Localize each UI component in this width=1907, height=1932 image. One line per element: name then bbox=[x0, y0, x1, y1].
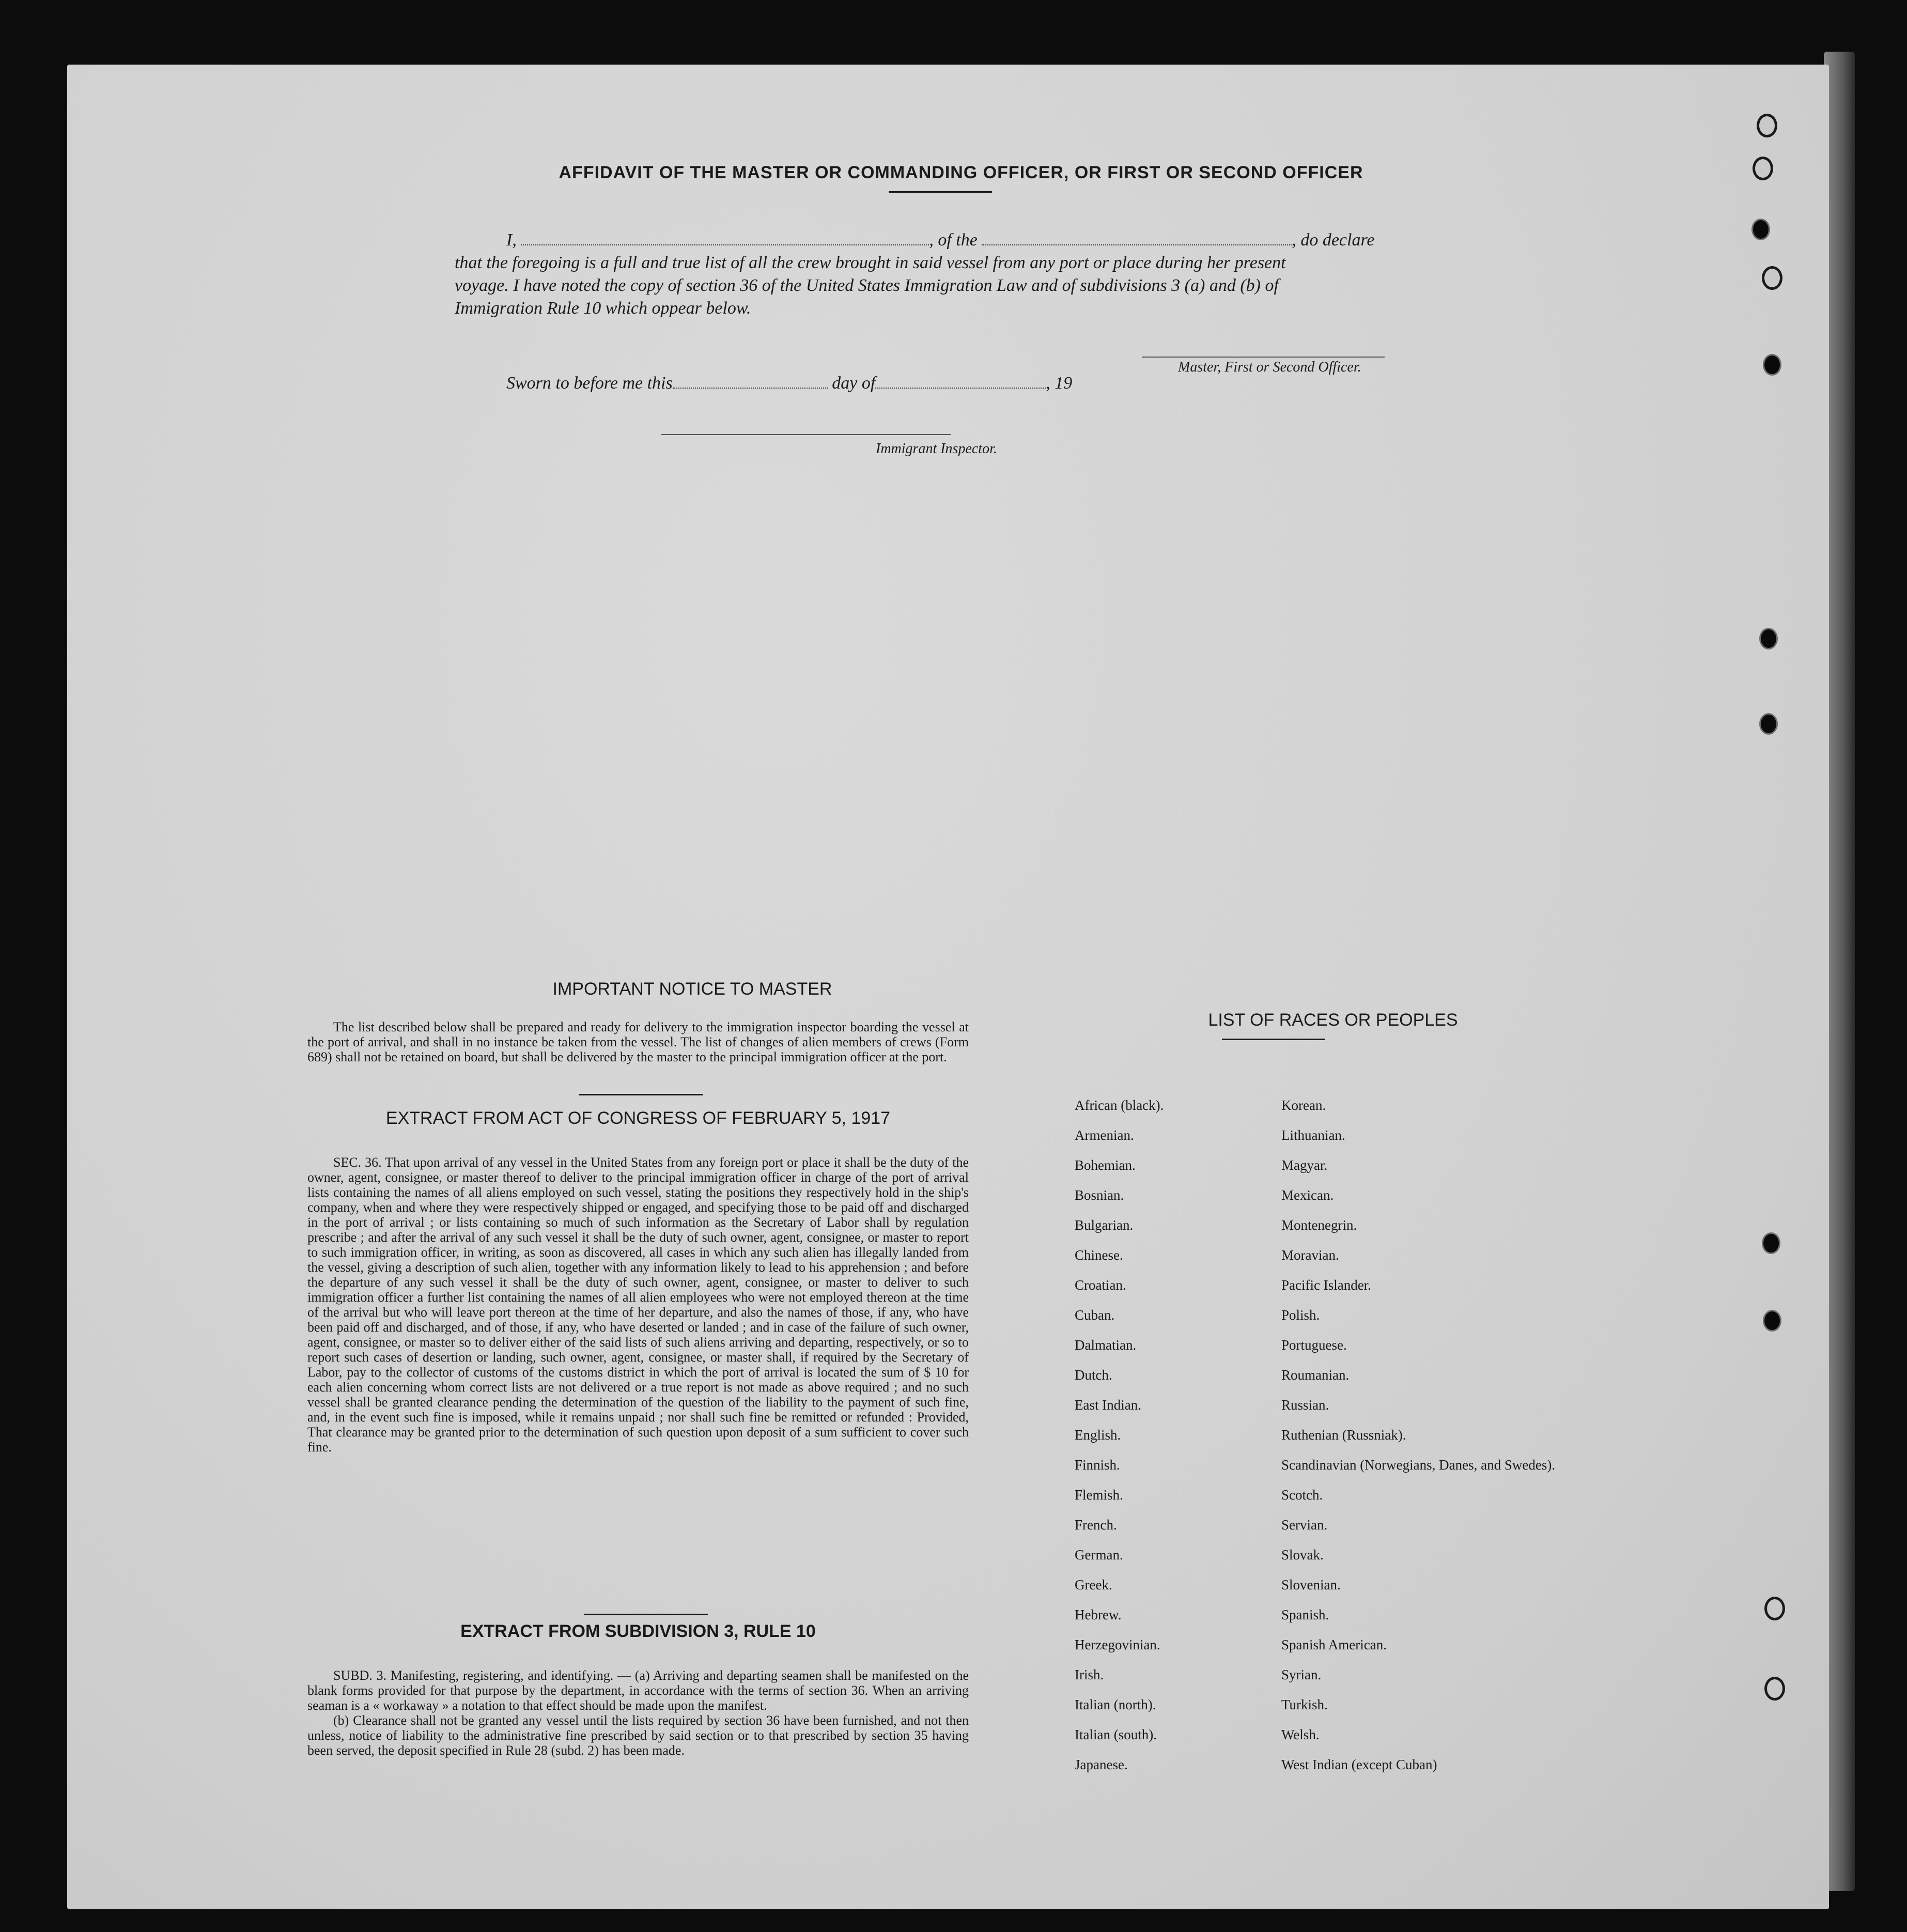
binder-hole bbox=[1757, 114, 1777, 137]
day-blank[interactable] bbox=[673, 376, 828, 389]
race-item: Bohemian. bbox=[1075, 1157, 1136, 1173]
race-item: Croatian. bbox=[1075, 1277, 1126, 1293]
race-item: German. bbox=[1075, 1547, 1123, 1563]
title-rule bbox=[889, 191, 992, 193]
race-item: French. bbox=[1075, 1517, 1117, 1533]
race-item: Roumanian. bbox=[1281, 1367, 1350, 1383]
binder-hole bbox=[1764, 1677, 1785, 1701]
race-item: Chinese. bbox=[1075, 1247, 1123, 1263]
race-item: Japanese. bbox=[1075, 1757, 1128, 1772]
binder-hole bbox=[1753, 157, 1773, 180]
inspector-signature-label: Immigrant Inspector. bbox=[876, 441, 997, 457]
race-item: Italian (south). bbox=[1075, 1727, 1157, 1742]
race-item: Magyar. bbox=[1281, 1157, 1328, 1173]
race-item: Bosnian. bbox=[1075, 1187, 1124, 1203]
race-item: English. bbox=[1075, 1427, 1121, 1443]
notice-text bbox=[307, 1019, 969, 1064]
race-item: East Indian. bbox=[1075, 1397, 1141, 1413]
race-item: Polish. bbox=[1281, 1307, 1320, 1323]
document-page bbox=[67, 65, 1829, 1909]
race-item: Armenian. bbox=[1075, 1127, 1134, 1143]
notice-title: IMPORTANT NOTICE TO MASTER bbox=[552, 979, 832, 999]
sworn-line bbox=[506, 372, 1178, 395]
notice-paragraph: The list described below shall be prepared and ready for delivery to the immigration inspector boarding the vessel at the port of arrival, and shall in no instance be taken from the vessel. The list of changes of alien members of crews (Form 689) shall not be retained on board, but shall be delivered by the master to the principal immigration officer at the port. bbox=[307, 1019, 969, 1064]
race-item: Servian. bbox=[1281, 1517, 1328, 1533]
act-title: EXTRACT FROM ACT OF CONGRESS OF FEBRUARY 5, 1917 bbox=[385, 1108, 891, 1128]
binder-hole bbox=[1763, 1310, 1781, 1332]
race-item: African (black). bbox=[1075, 1098, 1164, 1113]
act-paragraph: SEC. 36. That upon arrival of any vessel in the United States from any foreign port or place it shall be the duty of the owner, agent, consignee, or master thereof to deliver to the principal immigration officer in charge of the port of arrival lists containing the names of all aliens employed on such vessel, stating the positions they respectively hold in the ship's company, when and where they were respectively shipped or engaged, and specifying those to be paid off and discharged in the port of arrival ; or lists containing so much of such information as the Secretary of Labor shall by regulation prescribe ; and after the arrival of any such vessel it shall be the duty of such owner, agent, consignee, or master to report to such immigration officer, in writing, as soon as discovered, all cases in which any such alien has illegally landed from the vessel, giving a description of such alien, together with any information likely to lead to his apprehension ; and before the departure of any such vessel it shall be the duty of such owner, agent, consignee, or master to deliver to such immigration officer a further list containing the names of all alien employees who were not employed thereon at the time of the arrival but who will leave port thereon at the time of her departure, and also the names of those, if any, who have been paid off and discharged, and of those, if any, who have deserted or landed ; and in case of the failure of such owner, agent, consignee, or master so to deliver either of the said lists of such aliens arriving and departing, respectively, or so to report such cases of desertion or landing, such owner, agent, consignee, or master shall, if required by the Secretary of Labor, pay to the collector of customs of the customs district in which the port of arrival is located the sum of $ 10 for each alien concerning whom correct lists are not delivered or a true report is not made as above required ; and no such vessel shall be granted clearance pending the determination of the question of the liability to the payment of such fine, and, in the event such fine is imposed, while it remains unpaid ; nor shall such fine be remitted or refunded : Provided, That clearance may be granted prior to the determination of such question upon deposit of a sum sufficient to cover such fine. bbox=[307, 1155, 969, 1455]
name-blank[interactable] bbox=[521, 233, 929, 245]
race-item: Cuban. bbox=[1075, 1307, 1115, 1323]
master-signature-line[interactable] bbox=[1142, 357, 1385, 358]
day-of-text: day of bbox=[832, 374, 876, 393]
race-item: Portuguese. bbox=[1281, 1337, 1347, 1353]
binder-hole bbox=[1751, 219, 1770, 240]
inspector-signature-line[interactable] bbox=[661, 434, 951, 435]
race-item: Dutch. bbox=[1075, 1367, 1112, 1383]
race-item: Spanish. bbox=[1281, 1607, 1329, 1622]
affidavit-i: I, bbox=[506, 230, 517, 250]
races-rule bbox=[1222, 1039, 1325, 1040]
binder-hole bbox=[1764, 1597, 1785, 1620]
race-item: Russian. bbox=[1281, 1397, 1329, 1413]
month-blank[interactable] bbox=[875, 376, 1046, 389]
race-item: Korean. bbox=[1281, 1098, 1326, 1113]
race-item: Lithuanian. bbox=[1281, 1127, 1345, 1143]
rule-paragraph-a: SUBD. 3. Manifesting, registering, and identifying. — (a) Arriving and departing seamen shall be manifested on the blank forms provided for that purpose by the department, in accordance with the terms of section 36. When an arriving seaman is a « workaway » a notation to that effect should be made upon the manifest. bbox=[307, 1668, 969, 1713]
race-item: Slovenian. bbox=[1281, 1577, 1341, 1593]
rule-paragraph-b: (b) Clearance shall not be granted any vessel until the lists required by section 36 have been furnished, and not then unless, notice of liability to the administrative fine prescribed by said section or to that prescribed by section 35 having been served, the deposit specified in Rule 28 (subd. 2) has been made. bbox=[307, 1713, 969, 1758]
race-item: Scandinavian (Norwegians, Danes, and Swedes). bbox=[1281, 1457, 1556, 1473]
vessel-blank[interactable] bbox=[982, 233, 1292, 245]
year-prefix: , 19 bbox=[1046, 374, 1073, 393]
race-item: Pacific Islander. bbox=[1281, 1277, 1371, 1293]
race-item: Finnish. bbox=[1075, 1457, 1120, 1473]
race-item: Herzegovinian. bbox=[1075, 1637, 1160, 1652]
affidavit-declare: , do declare bbox=[1292, 230, 1375, 250]
race-item: Greek. bbox=[1075, 1577, 1112, 1593]
affidavit-line-2: that the foregoing is a full and true list of all the crew brought in said vessel from any port or place during her present bbox=[455, 253, 1286, 272]
affidavit-line-3: voyage. I have noted the copy of section 36 of the United States Immigration Law and of subdivisions 3 (a) and (b) of bbox=[455, 276, 1279, 295]
affidavit-title: AFFIDAVIT OF THE MASTER OR COMMANDING OFFICER, OR FIRST OR SECOND OFFICER bbox=[559, 163, 1363, 182]
race-item: Bulgarian. bbox=[1075, 1217, 1134, 1233]
rule-title: EXTRACT FROM SUBDIVISION 3, RULE 10 bbox=[460, 1621, 816, 1641]
binder-hole bbox=[1759, 628, 1778, 650]
affidavit-line-1 bbox=[506, 229, 1488, 252]
race-item: Montenegrin. bbox=[1281, 1217, 1357, 1233]
binder-hole bbox=[1762, 1232, 1780, 1254]
races-title: LIST OF RACES OR PEOPLES bbox=[1208, 1010, 1458, 1030]
binder-hole bbox=[1763, 354, 1781, 376]
race-item: Hebrew. bbox=[1075, 1607, 1122, 1622]
affidavit-line-4: Immigration Rule 10 which oppear below. bbox=[455, 299, 751, 318]
race-item: Italian (north). bbox=[1075, 1697, 1156, 1712]
race-item: Mexican. bbox=[1281, 1187, 1334, 1203]
binder-hole bbox=[1762, 266, 1782, 290]
sworn-text: Sworn to before me this bbox=[506, 374, 673, 393]
race-item: Welsh. bbox=[1281, 1727, 1320, 1742]
act-rule bbox=[584, 1614, 708, 1615]
race-item: Flemish. bbox=[1075, 1487, 1123, 1503]
race-item: Ruthenian (Russniak). bbox=[1281, 1427, 1406, 1443]
race-item: Irish. bbox=[1075, 1667, 1104, 1682]
race-item: Slovak. bbox=[1281, 1547, 1324, 1563]
race-item: Turkish. bbox=[1281, 1697, 1328, 1712]
race-item: Scotch. bbox=[1281, 1487, 1323, 1503]
race-item: Spanish American. bbox=[1281, 1637, 1387, 1652]
rule-text bbox=[307, 1668, 969, 1758]
race-item: West Indian (except Cuban) bbox=[1281, 1757, 1437, 1772]
races-list bbox=[1075, 1098, 1591, 1787]
race-item: Syrian. bbox=[1281, 1667, 1322, 1682]
act-text bbox=[307, 1155, 969, 1455]
master-signature-label: Master, First or Second Officer. bbox=[1178, 359, 1361, 375]
notice-rule bbox=[579, 1094, 703, 1095]
affidavit-of-the: , of the bbox=[929, 230, 978, 250]
binder-hole bbox=[1759, 713, 1778, 735]
race-item: Moravian. bbox=[1281, 1247, 1339, 1263]
race-item: Dalmatian. bbox=[1075, 1337, 1137, 1353]
